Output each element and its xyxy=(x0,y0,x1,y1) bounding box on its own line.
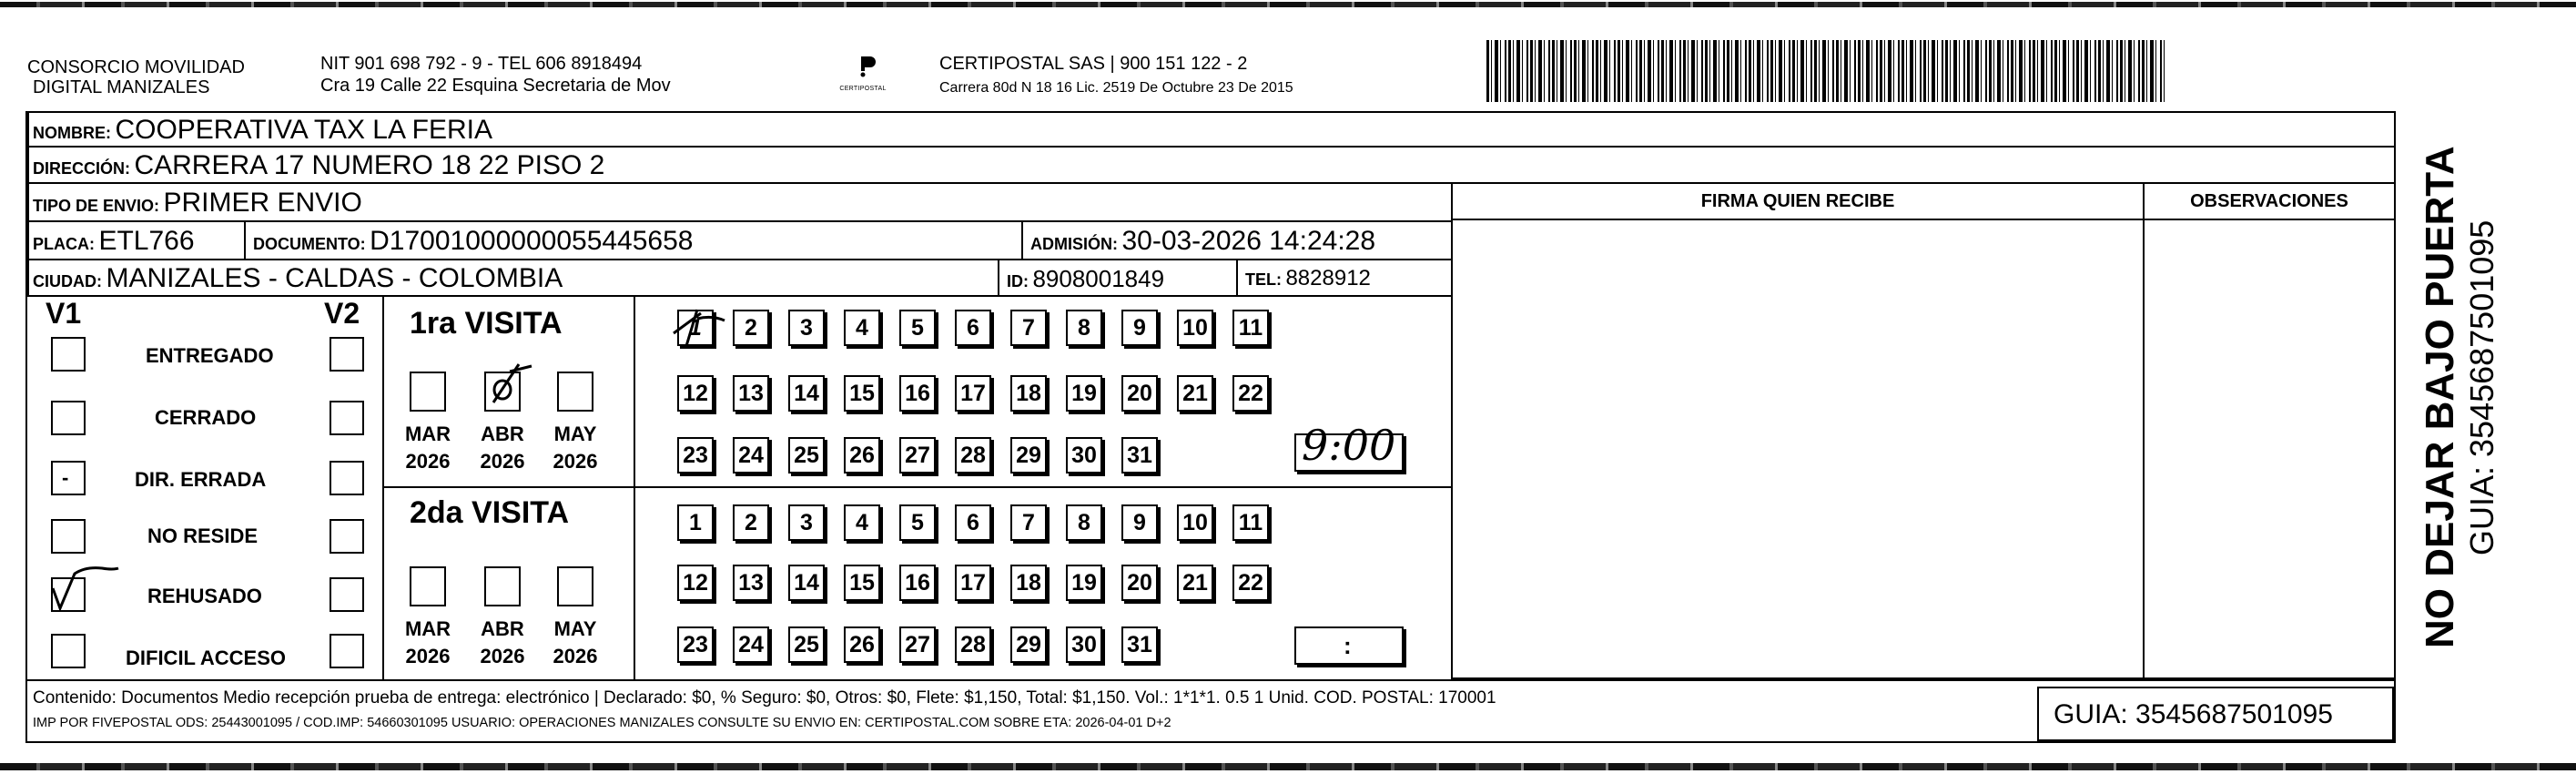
visit1-day-9[interactable]: 9 xyxy=(1121,310,1158,346)
firma-column xyxy=(1451,182,2145,679)
visit2-day-27[interactable]: 27 xyxy=(899,626,936,663)
visit1-day-22[interactable]: 22 xyxy=(1232,375,1269,412)
visit2-day-26[interactable]: 26 xyxy=(844,626,880,663)
visit1-day1-handwritten-mark xyxy=(670,306,734,351)
visit2-year-mar: 2026 xyxy=(405,645,451,667)
tel-cell xyxy=(1236,259,1453,297)
nombre-label: NOMBRE: xyxy=(33,124,111,142)
status-cerrado: CERRADO xyxy=(155,406,257,429)
side-guia: GUIA: 3545687501095 xyxy=(2463,219,2500,555)
v2-dir-errada-checkbox[interactable] xyxy=(330,461,364,495)
v1-entregado-checkbox[interactable] xyxy=(51,337,86,372)
documento-value: D17001000000055445658 xyxy=(370,226,694,256)
certipostal-logo xyxy=(836,51,890,98)
visit2-day-11[interactable]: 11 xyxy=(1232,504,1269,541)
visit2-day-28[interactable]: 28 xyxy=(955,626,991,663)
visit2-day-23[interactable]: 23 xyxy=(677,626,714,663)
visit2-day-6[interactable]: 6 xyxy=(955,504,991,541)
visit1-year-may: 2026 xyxy=(553,450,598,473)
visit2-day-10[interactable]: 10 xyxy=(1177,504,1213,541)
tipo-row xyxy=(27,182,1453,222)
observaciones-header-label: OBSERVACIONES xyxy=(2190,191,2348,211)
visit2-day-20[interactable]: 20 xyxy=(1121,565,1158,601)
visit1-month-mar: MAR xyxy=(404,423,451,445)
visit2-day-13[interactable]: 13 xyxy=(733,565,769,601)
visit1-day-31[interactable]: 31 xyxy=(1121,437,1158,474)
documento-cell xyxy=(244,220,1023,260)
v2-entregado-checkbox[interactable] xyxy=(330,337,364,372)
visit1-day-27[interactable]: 27 xyxy=(899,437,936,474)
admision-cell xyxy=(1021,220,1453,260)
v2-dificil-acceso-checkbox[interactable] xyxy=(330,634,364,668)
visit2-day-4[interactable]: 4 xyxy=(844,504,880,541)
visit2-day-16[interactable]: 16 xyxy=(899,565,936,601)
direccion-label: DIRECCIÓN: xyxy=(33,159,130,178)
nombre-row xyxy=(27,111,2396,148)
footer-contenido: Contenido: Documentos Medio recepción prueba de entrega: electrónico | Declarado: $0, % Seguro: $0, Otros: $0, Flete: $1,150, Total: $1,150. Vol.: 1*1*1. 0.5 1 Unid. COD. POSTAL: 170001 xyxy=(33,688,1496,708)
visit1-year-abr: 2026 xyxy=(480,450,525,473)
visit2-mar-checkbox[interactable] xyxy=(410,566,446,606)
status-divider xyxy=(382,295,384,681)
v2-no-reside-checkbox[interactable] xyxy=(330,519,364,554)
visit1-abr-checkbox[interactable] xyxy=(484,372,521,412)
v1-cerrado-checkbox[interactable] xyxy=(51,401,86,435)
nombre-value: COOPERATIVA TAX LA FERIA xyxy=(115,115,493,145)
direccion-row xyxy=(27,146,2396,184)
tel-label: TEL: xyxy=(1245,270,1282,289)
footer-imp-line: IMP POR FIVEPOSTAL ODS: 25443001095 / COD.IMP: 54660301095 USUARIO: OPERACIONES MANIZALES CONSULTE SU ENVIO EN: CERTIPOSTAL.COM SOBRE ETA: 2026-04-01 D+2 xyxy=(33,716,1171,730)
visit2-time-placeholder: : xyxy=(1344,632,1352,659)
placa-label: PLACA: xyxy=(33,235,95,253)
visit1-month-abr: ABR xyxy=(481,423,524,445)
visit1-day-18[interactable]: 18 xyxy=(1010,375,1047,412)
visit2-time-box[interactable] xyxy=(1294,626,1404,665)
visit1-day-12[interactable]: 12 xyxy=(677,375,714,412)
visit1-year-mar: 2026 xyxy=(405,450,451,473)
courier-license: Carrera 80d N 18 16 Lic. 2519 De Octubre 23 De 2015 xyxy=(939,80,1293,96)
visit2-day-19[interactable]: 19 xyxy=(1066,565,1102,601)
visit2-day-8[interactable]: 8 xyxy=(1066,504,1102,541)
visit2-year-abr: 2026 xyxy=(480,645,525,667)
visit1-day-4[interactable]: 4 xyxy=(844,310,880,346)
guia-box xyxy=(2037,687,2394,741)
visit1-day-24[interactable]: 24 xyxy=(733,437,769,474)
visit1-time-handwritten: 9:00 xyxy=(1302,421,1396,470)
visit2-day-21[interactable]: 21 xyxy=(1177,565,1213,601)
logo-caption: CERTIPOSTAL xyxy=(839,86,887,92)
company-address: Cra 19 Calle 22 Esquina Secretaria de Mov xyxy=(320,76,671,96)
visit1-day-1[interactable]: 1 xyxy=(677,310,714,346)
ciudad-label: CIUDAD: xyxy=(33,272,102,290)
tel-value: 8828912 xyxy=(1285,266,1371,290)
visit1-mar-checkbox[interactable] xyxy=(410,372,446,412)
tipo-value: PRIMER ENVIO xyxy=(163,188,362,218)
visit1-day-3[interactable]: 3 xyxy=(788,310,825,346)
company-nit: NIT 901 698 792 - 9 - TEL 606 8918494 xyxy=(320,54,643,74)
admision-label: ADMISIÓN: xyxy=(1030,235,1118,253)
v2-label: V2 xyxy=(324,297,360,330)
status-no-reside: NO RESIDE xyxy=(147,524,259,547)
visit2-year-may: 2026 xyxy=(553,645,598,667)
visit1-day-29[interactable]: 29 xyxy=(1010,437,1047,474)
visit1-day-30[interactable]: 30 xyxy=(1066,437,1102,474)
visit1-day-8[interactable]: 8 xyxy=(1066,310,1102,346)
visit1-day-6[interactable]: 6 xyxy=(955,310,991,346)
bottom-scan-edge xyxy=(0,763,2576,770)
visit1-day-19[interactable]: 19 xyxy=(1066,375,1102,412)
visit2-day-7[interactable]: 7 xyxy=(1010,504,1047,541)
v2-cerrado-checkbox[interactable] xyxy=(330,401,364,435)
visit2-day-2[interactable]: 2 xyxy=(733,504,769,541)
visit2-day-15[interactable]: 15 xyxy=(844,565,880,601)
visit1-day-10[interactable]: 10 xyxy=(1177,310,1213,346)
top-scan-edge xyxy=(0,2,2576,7)
status-dificil-acceso: DIFICIL ACCESO xyxy=(126,647,287,669)
observaciones-column xyxy=(2143,182,2396,679)
visit2-month-may: MAY xyxy=(553,617,597,640)
handwritten-check-icon xyxy=(47,555,120,610)
visit2-day-14[interactable]: 14 xyxy=(788,565,825,601)
visit1-day-14[interactable]: 14 xyxy=(788,375,825,412)
visit2-day-31[interactable]: 31 xyxy=(1121,626,1158,663)
visit2-may-checkbox[interactable] xyxy=(557,566,593,606)
v2-rehusado-checkbox[interactable] xyxy=(330,577,364,612)
handwritten-mark-icon xyxy=(482,359,537,413)
visit-row-divider xyxy=(382,486,1453,488)
admision-value: 30-03-2026 14:24:28 xyxy=(1121,226,1376,256)
visit2-month-abr: ABR xyxy=(481,617,524,640)
visit1-day-25[interactable]: 25 xyxy=(788,437,825,474)
visit1-day-11[interactable]: 11 xyxy=(1232,310,1269,346)
visit2-day-12[interactable]: 12 xyxy=(677,565,714,601)
visit2-month-mar: MAR xyxy=(404,617,451,640)
placa-value: ETL766 xyxy=(98,226,195,256)
visit1-day-16[interactable]: 16 xyxy=(899,375,936,412)
visit1-month-may: MAY xyxy=(553,423,597,445)
visit2-day-25[interactable]: 25 xyxy=(788,626,825,663)
firma-header-label: FIRMA QUIEN RECIBE xyxy=(1700,191,1895,211)
visit2-day-24[interactable]: 24 xyxy=(733,626,769,663)
status-entregado: ENTREGADO xyxy=(146,344,274,367)
visit2-day-30[interactable]: 30 xyxy=(1066,626,1102,663)
visit2-abr-checkbox[interactable] xyxy=(484,566,521,606)
visit2-day-17[interactable]: 17 xyxy=(955,565,991,601)
company-name-line2: DIGITAL MANIZALES xyxy=(33,77,210,97)
v1-no-reside-checkbox[interactable] xyxy=(51,519,86,554)
visit1-day-21[interactable]: 21 xyxy=(1177,375,1213,412)
company-name-line1: CONSORCIO MOVILIDAD xyxy=(27,57,245,77)
visit2-day-22[interactable]: 22 xyxy=(1232,565,1269,601)
firma-header xyxy=(1451,182,2145,220)
visit2-day-9[interactable]: 9 xyxy=(1121,504,1158,541)
visit1-day-20[interactable]: 20 xyxy=(1121,375,1158,412)
visit2-day-3[interactable]: 3 xyxy=(788,504,825,541)
documento-label: DOCUMENTO: xyxy=(253,235,366,253)
visit2-day-29[interactable]: 29 xyxy=(1010,626,1047,663)
direccion-value: CARRERA 17 NUMERO 18 22 PISO 2 xyxy=(134,150,605,180)
v1-dir-errada-mark: - xyxy=(62,466,69,489)
v1-dificil-acceso-checkbox[interactable] xyxy=(51,634,86,668)
side-warning: NO DEJAR BAJO PUERTA xyxy=(2418,146,2462,648)
visit2-day-18[interactable]: 18 xyxy=(1010,565,1047,601)
visit1-day-17[interactable]: 17 xyxy=(955,375,991,412)
visit1-day-5[interactable]: 5 xyxy=(899,310,936,346)
tipo-label: TIPO DE ENVIO: xyxy=(33,197,160,215)
v1-dir-errada-checkbox[interactable] xyxy=(51,461,86,495)
visit1-day-26[interactable]: 26 xyxy=(844,437,880,474)
visit1-day-2[interactable]: 2 xyxy=(733,310,769,346)
v1-rehusado-checkbox[interactable] xyxy=(51,577,86,612)
visit1-may-checkbox[interactable] xyxy=(557,372,593,412)
visit1-day-28[interactable]: 28 xyxy=(955,437,991,474)
visit2-title: 2da VISITA xyxy=(410,495,570,530)
guia-box-value: GUIA: 3545687501095 xyxy=(2054,699,2333,729)
id-label: ID: xyxy=(1007,272,1029,290)
observaciones-header xyxy=(2143,182,2396,220)
visit-divider xyxy=(634,295,635,681)
visit2-day-5[interactable]: 5 xyxy=(899,504,936,541)
status-dir-errada: DIR. ERRADA xyxy=(135,468,267,491)
status-rehusado: REHUSADO xyxy=(147,585,262,607)
visit1-title: 1ra VISITA xyxy=(410,306,563,341)
courier-info: CERTIPOSTAL SAS | 900 151 122 - 2 xyxy=(939,54,1248,74)
ciudad-value: MANIZALES - CALDAS - COLOMBIA xyxy=(106,263,563,293)
visit1-day-13[interactable]: 13 xyxy=(733,375,769,412)
barcode xyxy=(1486,40,2165,102)
visit1-day-7[interactable]: 7 xyxy=(1010,310,1047,346)
visit1-day-15[interactable]: 15 xyxy=(844,375,880,412)
id-value: 8908001849 xyxy=(1032,265,1165,292)
id-cell xyxy=(998,259,1238,297)
v1-label: V1 xyxy=(46,297,82,330)
visit2-day-1[interactable]: 1 xyxy=(677,504,714,541)
visit1-day-23[interactable]: 23 xyxy=(677,437,714,474)
